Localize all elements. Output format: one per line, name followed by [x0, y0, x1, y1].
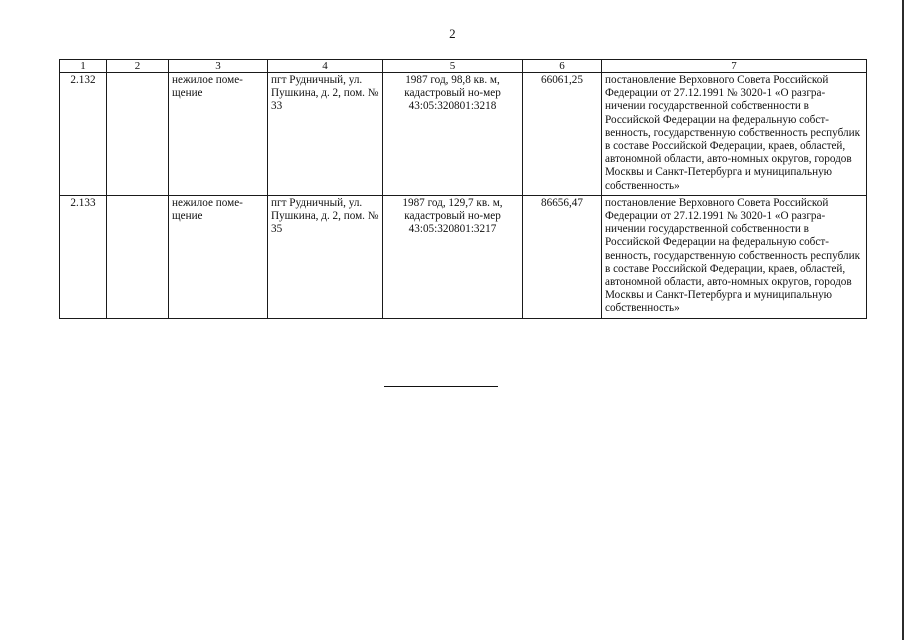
property-registry-table	[59, 59, 867, 319]
property-value: 66061,25	[523, 73, 602, 196]
row-col2	[107, 195, 169, 318]
header-col-5: 5	[383, 60, 523, 73]
table-row	[60, 73, 867, 196]
header-col-3: 3	[169, 60, 268, 73]
legal-basis: постановление Верховного Совета Российской Федерации от 27.12.1991 № 3020-1 «О разгра-ничении государственной собственности в Российской Федерации на федеральную собст-венность, государственную собственность республик в составе Российской Федерации, краев, областей, автономной области, авто-номных округов, городов Москвы и Санкт-Петербурга и муниципальную собственность»	[602, 195, 867, 318]
property-details: 1987 год, 98,8 кв. м, кадастровый но-мер 43:05:320801:3218	[383, 73, 523, 196]
property-address: пгт Рудничный, ул. Пушкина, д. 2, пом. № 33	[268, 73, 383, 196]
header-col-7: 7	[602, 60, 867, 73]
property-address: пгт Рудничный, ул. Пушкина, д. 2, пом. № 35	[268, 195, 383, 318]
property-details: 1987 год, 129,7 кв. м, кадастровый но-мер 43:05:320801:3217	[383, 195, 523, 318]
legal-basis: постановление Верховного Совета Российской Федерации от 27.12.1991 № 3020-1 «О разгра-ничении государственной собственности в Российской Федерации на федеральную собст-венность, государственную собственность республик в составе Российской Федерации, краев, областей, автономной области, авто-номных округов, городов Москвы и Санкт-Петербурга и муниципальную собственность»	[602, 73, 867, 196]
row-col2	[107, 73, 169, 196]
page-number: 2	[449, 26, 456, 41]
header-col-1: 1	[60, 60, 107, 73]
header-col-4: 4	[268, 60, 383, 73]
scan-edge	[902, 0, 904, 640]
property-type: нежилое поме-щение	[169, 195, 268, 318]
header-row	[60, 60, 867, 73]
end-separator-line	[384, 386, 498, 387]
property-value: 86656,47	[523, 195, 602, 318]
row-number: 2.132	[60, 73, 107, 196]
header-col-2: 2	[107, 60, 169, 73]
header-col-6: 6	[523, 60, 602, 73]
row-number: 2.133	[60, 195, 107, 318]
property-type: нежилое поме-щение	[169, 73, 268, 196]
table-row	[60, 195, 867, 318]
